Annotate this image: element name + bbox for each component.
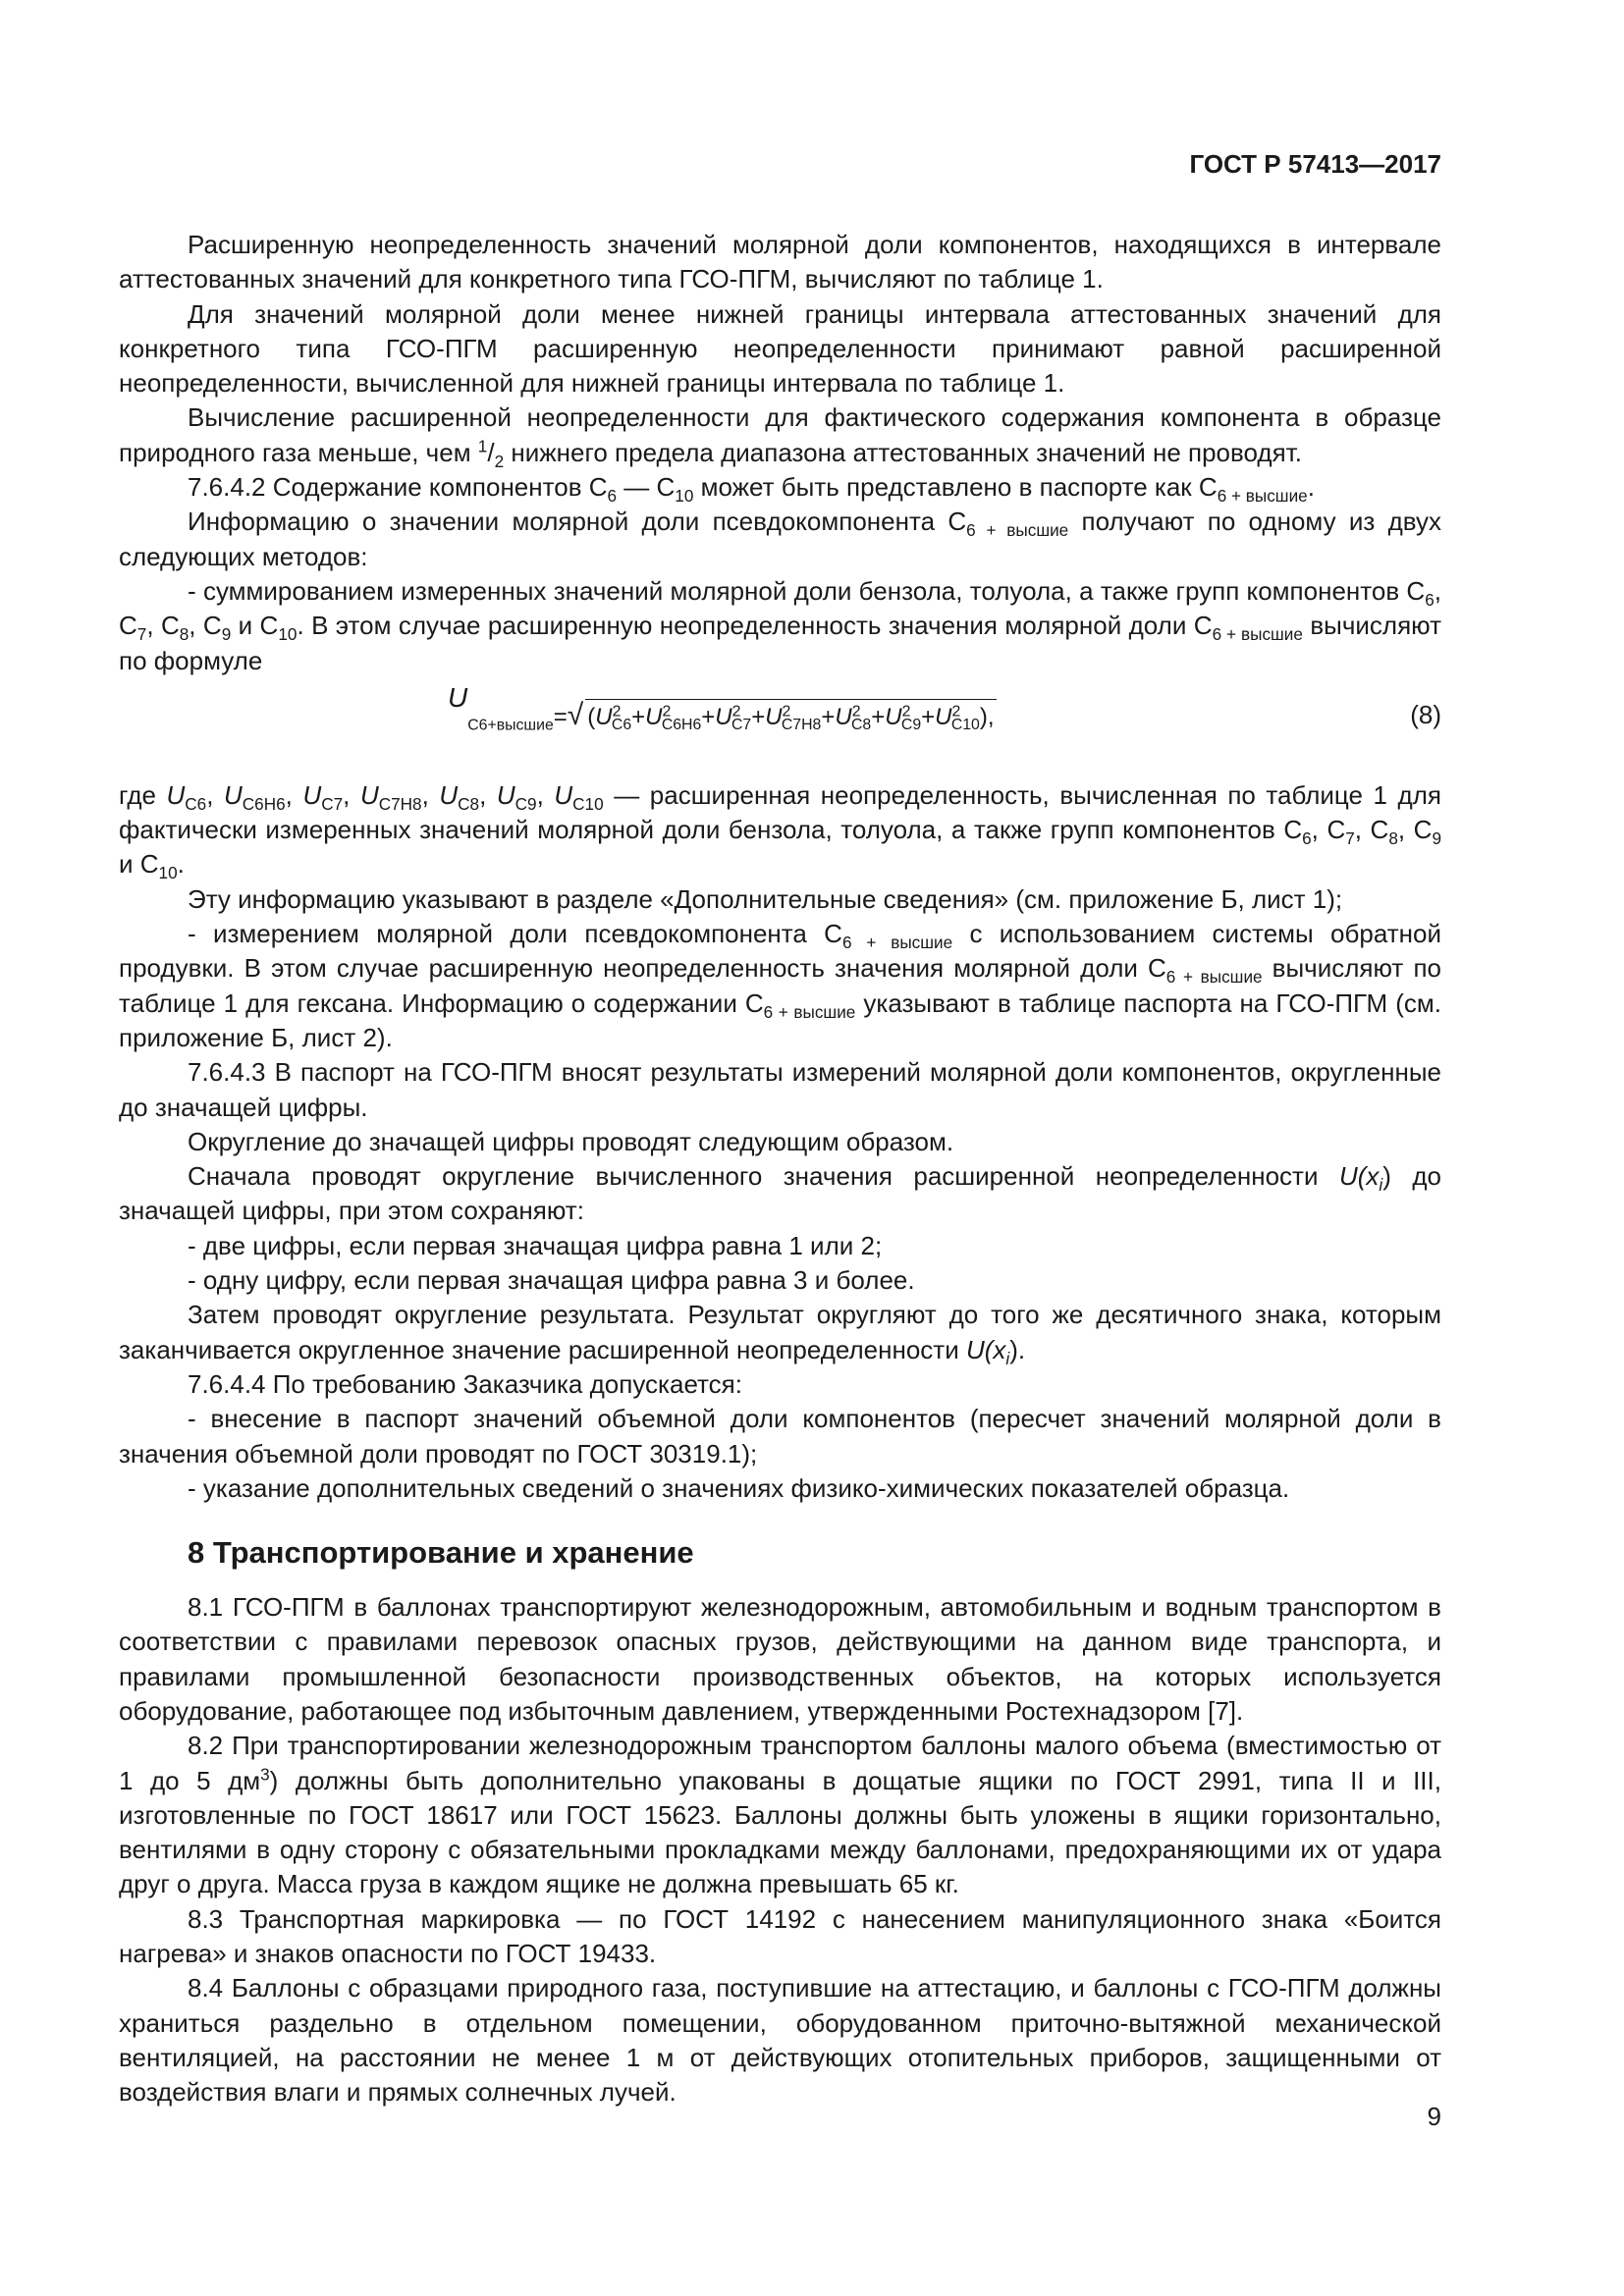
where-term-subscript: C7 xyxy=(321,793,344,814)
sqrt-icon: √ xyxy=(567,698,584,731)
formula-term xyxy=(871,703,922,734)
text: , C xyxy=(1354,815,1389,845)
text: ) до значащей цифры, при этом сохраняют: xyxy=(119,1161,1441,1226)
symbol-x: (x xyxy=(1357,1161,1380,1192)
text: где xyxy=(119,779,167,810)
where-term-symbol: U xyxy=(496,779,515,810)
text: Расширенную неопределенность значений молярной доли компонентов, находящихся в интервале аттестованных значений для конкретного типа ГСО-ПГМ, вычисляют по таблице 1. xyxy=(119,230,1441,294)
text: с использованием системы обратной продувки. В этом случае расширенную неопределенность значения молярной доли C xyxy=(119,919,1441,984)
where-term-subscript: C9 xyxy=(514,793,537,814)
subscript: 7 xyxy=(136,624,147,645)
subscript: 6 + высшие xyxy=(1212,624,1303,645)
formula-term xyxy=(921,703,980,734)
formula-plus: + xyxy=(821,703,836,730)
subscript: 6 xyxy=(1425,589,1435,610)
text: - две цифры, если первая значащая цифра равна 1 или 2; xyxy=(188,1230,883,1260)
formula-expression xyxy=(448,681,997,734)
symbol-u: U xyxy=(965,1334,985,1364)
text: получают по одному из двух следующих методов: xyxy=(119,507,1441,571)
text: вычисляют по формуле xyxy=(119,611,1441,675)
text: и C xyxy=(119,849,159,880)
paragraph-8-2 xyxy=(119,1729,1441,1901)
formula-plus: + xyxy=(701,703,716,730)
formula-term-symbol: U xyxy=(645,703,663,730)
text: Вычисление расширенной неопределенности для фактического содержания компонента в образце природного газа меньше, чем xyxy=(119,402,1441,467)
text: - внесение в паспорт значений объемной доли компонентов (пересчет значений молярной доли в значения объемной доли проводят по ГОСТ 30319.1); xyxy=(119,1404,1441,1468)
fraction-denominator: 2 xyxy=(494,451,505,471)
subscript: 10 xyxy=(675,486,694,507)
where-term-symbol: U xyxy=(359,779,379,810)
where-terms xyxy=(166,779,604,814)
formula-lhs-symbol: U xyxy=(448,681,468,713)
text: 7.6.4.4 По требованию Заказчика допускается: xyxy=(188,1368,742,1399)
list-item xyxy=(119,1471,1441,1506)
paragraph-8-1 xyxy=(119,1590,1441,1729)
paragraph xyxy=(119,297,1441,401)
formula-term-symbol: U xyxy=(765,703,783,730)
where-term-separator: , xyxy=(343,779,360,810)
section-heading-8: 8 Транспортирование и хранение xyxy=(188,1535,694,1571)
text: , C xyxy=(1311,815,1346,845)
formula-term-exponent: 2 xyxy=(951,703,961,721)
subscript: i xyxy=(1005,1348,1010,1368)
formula-paren-open: ( xyxy=(587,703,596,730)
text: может быть представлено в паспорте как C xyxy=(693,472,1218,503)
where-term-symbol: U xyxy=(166,779,186,810)
formula-lhs-subscript: C6+высшие xyxy=(467,717,554,734)
where-term-separator: , xyxy=(285,779,303,810)
subscript: 6 xyxy=(607,486,618,507)
formula-term-subscript: C8 xyxy=(851,717,872,734)
formula-term-subscript: C6 xyxy=(611,717,632,734)
text: 8.3 Транспортная маркировка — по ГОСТ 14192 с нанесением манипуляционного знака «Боится нагрева» и знаков опасности по ГОСТ 19433. xyxy=(119,1903,1441,1969)
list-item xyxy=(119,1263,1441,1298)
paragraph: Вычисление расширенной неопределенности для фактического содержания компонента в образце природного газа меньше, чем $^1/_2$ нижнего предела диапазона аттестованных значений не проводят. xyxy=(119,402,1441,471)
page-body xyxy=(119,228,1441,2110)
where-term-symbol: U xyxy=(302,779,322,810)
paragraph-7-6-4-3 xyxy=(119,1055,1441,1125)
subscript: 9 xyxy=(221,624,232,645)
where-term-subscript: C7H8 xyxy=(378,793,422,814)
text: . В этом случае расширенную неопределенность значения молярной доли C xyxy=(297,611,1213,641)
formula-paren-close: ), xyxy=(979,703,995,730)
text: ). xyxy=(1009,1334,1026,1364)
paragraph xyxy=(119,1298,1441,1367)
text: Округление до значащей цифры проводят следующим образом. xyxy=(188,1126,954,1156)
text: ) должны быть дополнительно упакованы в дощатые ящики по ГОСТ 2991, типа II и III, изготовленные по ГОСТ 18617 или ГОСТ 15623. Баллоны должны быть уложены в ящики горизонтально, вентилями в одну сторону с обязательными прокладками между баллонами, предохраняющими их от удара друг о друга. Масса груза в каждом ящике не должна превышать 65 кг. xyxy=(119,1765,1441,1899)
subscript: 7 xyxy=(1345,828,1355,849)
paragraph-7-6-4-4 xyxy=(119,1367,1441,1402)
formula-term-exponent: 2 xyxy=(612,703,622,721)
subscript: 6 + высшие xyxy=(841,933,953,953)
text: - суммированием измеренных значений молярной доли бензола, толуола, а также групп компонентов C xyxy=(188,575,1426,606)
symbol-u: U xyxy=(1338,1161,1358,1192)
formula-term-subscript: C7H8 xyxy=(781,717,822,734)
text: 8.4 Баллоны с образцами природного газа, поступившие на аттестацию, и баллоны с ГСО-ПГМ должны храниться раздельно в отдельном помещении, оборудованном приточно-вытяжной механической вентиляцией, на расстоянии не менее 1 м от действующих отопительных приборов, защищенными от воздействия влаги и прямых солнечных лучей. xyxy=(119,1973,1441,2108)
formula-8 xyxy=(119,680,1441,769)
text: - одну цифру, если первая значащая цифра равна 3 и более. xyxy=(188,1265,915,1296)
formula-term-subscript: C7 xyxy=(731,717,752,734)
formula-term-exponent: 2 xyxy=(662,703,672,721)
text: вычисляют по таблице 1 для гексана. Информацию о содержании C xyxy=(119,953,1441,1018)
subscript: 9 xyxy=(1432,828,1441,849)
where-term-subscript: C6H6 xyxy=(242,793,286,814)
formula-term-symbol: U xyxy=(885,703,902,730)
paragraph xyxy=(119,1125,1441,1159)
formula-term-exponent: 2 xyxy=(782,703,791,721)
formula-term xyxy=(631,703,702,734)
paragraph-8-3 xyxy=(119,1902,1441,1972)
text: . xyxy=(1307,472,1315,503)
subscript: 8 xyxy=(1388,828,1398,849)
formula-term-exponent: 2 xyxy=(901,703,911,721)
list-item xyxy=(119,917,1441,1055)
list-item xyxy=(119,1229,1441,1263)
paragraph xyxy=(119,1159,1441,1229)
formula-term-symbol: U xyxy=(715,703,732,730)
where-term-subscript: C6 xyxy=(185,793,207,814)
text: — C xyxy=(617,472,676,503)
subscript: 6 + высшие xyxy=(1217,486,1308,507)
formula-terms xyxy=(595,703,980,734)
formula-radicand xyxy=(585,699,996,734)
text: , C xyxy=(146,611,180,641)
where-term-separator: , xyxy=(536,779,555,810)
formula-term xyxy=(701,703,752,734)
formula-term-symbol: U xyxy=(595,703,613,730)
fraction-numerator: 1 xyxy=(477,436,488,456)
text: . xyxy=(177,849,185,880)
where-term-symbol: U xyxy=(554,779,573,810)
paragraph-7-6-4-2 xyxy=(119,470,1441,505)
list-item xyxy=(119,1402,1441,1471)
paragraph xyxy=(119,505,1441,574)
formula-number: (8) xyxy=(1410,699,1441,729)
formula-equals: = xyxy=(553,703,568,730)
text: — расширенная неопределенность, вычисленная по таблице 1 для фактически измеренных значений молярной доли бензола, толуола, а также групп компонентов C xyxy=(119,779,1441,845)
where-term-subscript: C8 xyxy=(458,793,480,814)
where-term-separator: , xyxy=(206,779,225,810)
where-term-subscript: C10 xyxy=(572,793,604,814)
superscript: 3 xyxy=(260,1764,270,1785)
subscript: 8 xyxy=(179,624,189,645)
formula-term-symbol: U xyxy=(935,703,952,730)
text: - измерением молярной доли псевдокомпонента C xyxy=(188,919,842,949)
paragraph-where xyxy=(119,778,1441,882)
where-term-separator: , xyxy=(421,779,440,810)
text: - указание дополнительных сведений о значениях физико-химических показателей образца. xyxy=(188,1472,1290,1503)
text: и C xyxy=(231,611,279,641)
formula-term xyxy=(751,703,822,734)
subscript: 6 + высшие xyxy=(763,1001,856,1022)
formula-term-subscript: C9 xyxy=(900,717,922,734)
subscript: 6 + высшие xyxy=(966,520,1069,541)
formula-term-subscript: C10 xyxy=(950,717,980,734)
formula-plus: + xyxy=(631,703,646,730)
formula-term-exponent: 2 xyxy=(851,703,861,721)
text: 7.6.4.2 Содержание компонентов C xyxy=(188,472,608,503)
formula-term-subscript: C6H6 xyxy=(661,717,702,734)
symbol-x: (x xyxy=(984,1334,1006,1364)
text: , C xyxy=(189,611,222,641)
list-item xyxy=(119,574,1441,678)
subscript: 6 xyxy=(1302,828,1312,849)
where-term-symbol: U xyxy=(224,779,243,810)
paragraph-8-4 xyxy=(119,1971,1441,2109)
text: нижнего предела диапазона аттестованных значений не проводят. xyxy=(504,437,1302,467)
text: Затем проводят округление результата. Результат округляют до того же десятичного знака, которым заканчивается округленное значение расширенной неопределенности xyxy=(119,1300,1441,1364)
text: 8.2 При транспортировании железнодорожным транспортом баллоны малого объема (вместимостью от 1 до 5 дм xyxy=(119,1731,1441,1795)
where-term-separator: , xyxy=(479,779,497,810)
subscript: 6 + высшие xyxy=(1165,967,1263,988)
formula-plus: + xyxy=(921,703,936,730)
formula-term-symbol: U xyxy=(835,703,852,730)
formula-plus: + xyxy=(871,703,886,730)
document-code-header: ГОСТ Р 57413—2017 xyxy=(1189,149,1441,179)
paragraph xyxy=(119,228,1441,297)
text: Для значений молярной доли менее нижней границы интервала аттестованных значений для конкретного типа ГСО-ПГМ расширенную неопределенности принимают равной расширенной неопределенности, вычисленной для нижней границы интервала по таблице 1. xyxy=(119,298,1441,399)
subscript: i xyxy=(1379,1175,1383,1196)
text: указывают в таблице паспорта на ГСО-ПГМ (см. приложение Б, лист 2). xyxy=(119,988,1441,1052)
subscript: 10 xyxy=(158,863,178,883)
formula-term xyxy=(595,703,632,734)
formula-term-exponent: 2 xyxy=(731,703,741,721)
text: Сначала проводят округление вычисленного значения расширенной неопределенности xyxy=(188,1161,1339,1192)
page-number: 9 xyxy=(1427,2102,1441,2131)
text: , C xyxy=(1397,815,1433,845)
text: 8.1 ГСО-ПГМ в баллонах транспортируют железнодорожным, автомобильным и водным транспортом в соответствии с правилами перевозок опасных грузов, действующими на данном виде транспорта, и правилами промышленной безопасности производственных объектов, на которых используется оборудование, работающее под избыточным давлением, утвержденными Ростехнадзором [7]. xyxy=(119,1592,1441,1726)
paragraph xyxy=(119,882,1441,917)
text: Эту информацию указывают в разделе «Дополнительные сведения» (см. приложение Б, лист 1); xyxy=(188,883,1343,914)
where-term-symbol: U xyxy=(439,779,459,810)
text: 7.6.4.3 В паспорт на ГСО-ПГМ вносят результаты измерений молярной доли компонентов, округленные до значащей цифры. xyxy=(119,1057,1441,1122)
formula-plus: + xyxy=(751,703,766,730)
text: Информацию о значении молярной доли псевдокомпонента C xyxy=(188,507,967,537)
formula-term xyxy=(821,703,872,734)
text: , C xyxy=(119,575,1441,641)
subscript: 10 xyxy=(278,624,298,645)
